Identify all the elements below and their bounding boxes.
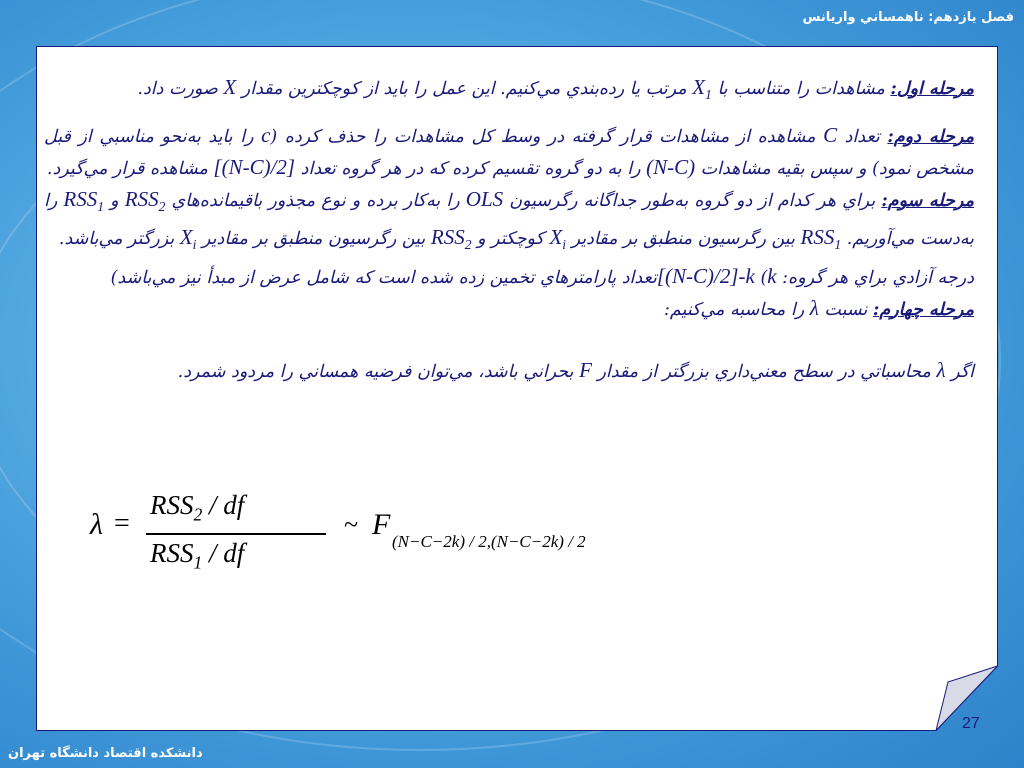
step4-text-b: را محاسبه مي‌کنيم:: [664, 299, 810, 320]
math-rss1-b: $RSS_1$: [800, 225, 842, 253]
step1-text-c: صورت داد.: [137, 79, 224, 99]
formula-f-subscript: (N−C−2k) / 2,(N−C−2k) / 2: [392, 532, 586, 551]
formula-lambda: λ: [90, 508, 103, 541]
math-x1: $X_1$: [692, 75, 712, 103]
math-rss2: $RSS_2$: [124, 187, 166, 215]
formula-equals: =: [114, 508, 130, 539]
step3-label: مرحله سوم:: [881, 191, 974, 212]
step4-label: مرحله چهارم:: [872, 299, 974, 320]
step2-text-e: مشاهده قرار مي‌گيرد.: [46, 159, 214, 180]
math-x: X: [223, 75, 237, 99]
slide-body: [44, 72, 974, 387]
step3-text-g: بين رگرسيون منطبق بر مقادير: [196, 229, 431, 250]
conclusion-text-c: بحراني باشد، مي‌توان فرضيه همساني را مردود شمرد.: [177, 361, 580, 382]
header-title: فصل يازدهم: ناهمساني واريانس: [802, 10, 1014, 25]
step1-paragraph: [44, 72, 974, 110]
slide-card: [36, 46, 998, 731]
math-c: C: [823, 123, 838, 148]
step2-text-b: مشاهده از مشاهدات قرار گرفته در وسط کل مشاهدات را حذف کرده (: [270, 127, 824, 148]
step3-text-f: کوچکتر و: [471, 229, 550, 250]
step4-text: نسبت: [818, 299, 873, 320]
math-f: F: [579, 357, 592, 382]
dof-text-b: (: [754, 267, 768, 288]
math-lambda-b: λ: [936, 357, 946, 382]
math-lambda: λ: [809, 295, 819, 320]
math-group-size: [(N-C)/2]: [213, 155, 296, 180]
dof-text-c: تعداد پارامترهاي تخمين زده شده است که شامل عرض از مبدأ نيز مي‌باشد): [110, 267, 657, 288]
formula-denominator: $RSS_1$ / df: [150, 538, 245, 573]
step3-text: براي هر کدام از دو گروه به‌طور جداگانه رگرسيون: [503, 191, 882, 212]
formula-numerator: $RSS_2$ / df: [150, 490, 245, 525]
step3-text-b: را به‌کار برده و نوع مجذور باقيمانده‌هاي: [165, 191, 466, 212]
conclusion-paragraph: [44, 355, 974, 387]
step2-paragraph: [44, 120, 974, 184]
math-rss1: $RSS_1$: [63, 187, 105, 215]
step3-text-d: را به‌دست مي‌آوريم.: [44, 191, 974, 250]
dof-text: درجه آزادي براي هر گروه:: [776, 267, 974, 288]
lambda-formula: [86, 486, 646, 578]
step4-paragraph: [44, 293, 974, 325]
step3-text-h: بزرگتر مي‌باشد.: [58, 229, 180, 250]
step2-text: تعداد: [837, 127, 888, 148]
step1-text-b: مرتب يا رده‌بندي مي‌کنيم. اين عمل را بايد از کوچکترين مقدار: [236, 79, 693, 99]
step1-label: مرحله اول:: [890, 79, 974, 99]
step3-text-c: و: [104, 191, 125, 212]
step2-text-d: را به دو گروه تقسيم کرده که در هر گروه تعداد: [295, 159, 647, 180]
step3-text-e: بين رگرسيون منطبق بر مقادير: [566, 229, 801, 250]
page-number: 27: [962, 715, 980, 732]
math-k: k: [767, 263, 777, 288]
math-xi: $X_i$: [549, 225, 567, 253]
step3-paragraph: [44, 184, 974, 260]
step1-text: مشاهدات را متناسب با: [711, 79, 891, 99]
dof-paragraph: [44, 261, 974, 293]
footer-institution: دانشکده اقتصاد دانشگاه تهران: [8, 746, 203, 761]
math-ols: OLS: [465, 187, 504, 212]
conclusion-text: اگر: [945, 361, 974, 382]
conclusion-text-b: محاسباتي در سطح معني‌داري بزرگتر از مقدار: [591, 361, 937, 382]
step2-label: مرحله دوم:: [887, 127, 975, 148]
math-rss2-b: $RSS_2$: [430, 225, 472, 253]
math-xi-b: $X_i$: [179, 225, 197, 253]
math-n-minus-c: (N-C): [646, 155, 696, 180]
fraction-bar: [146, 533, 326, 535]
formula-tilde: ~: [344, 510, 359, 539]
math-c-lower: c: [261, 123, 271, 148]
math-dof: [(N-C)/2]-k: [656, 263, 755, 288]
formula-f-dist: F: [372, 508, 391, 541]
step2-text-c: را بايد به‌نحو مناسبي از قبل مشخص نمود) و سپس بقيه مشاهدات: [44, 127, 974, 180]
